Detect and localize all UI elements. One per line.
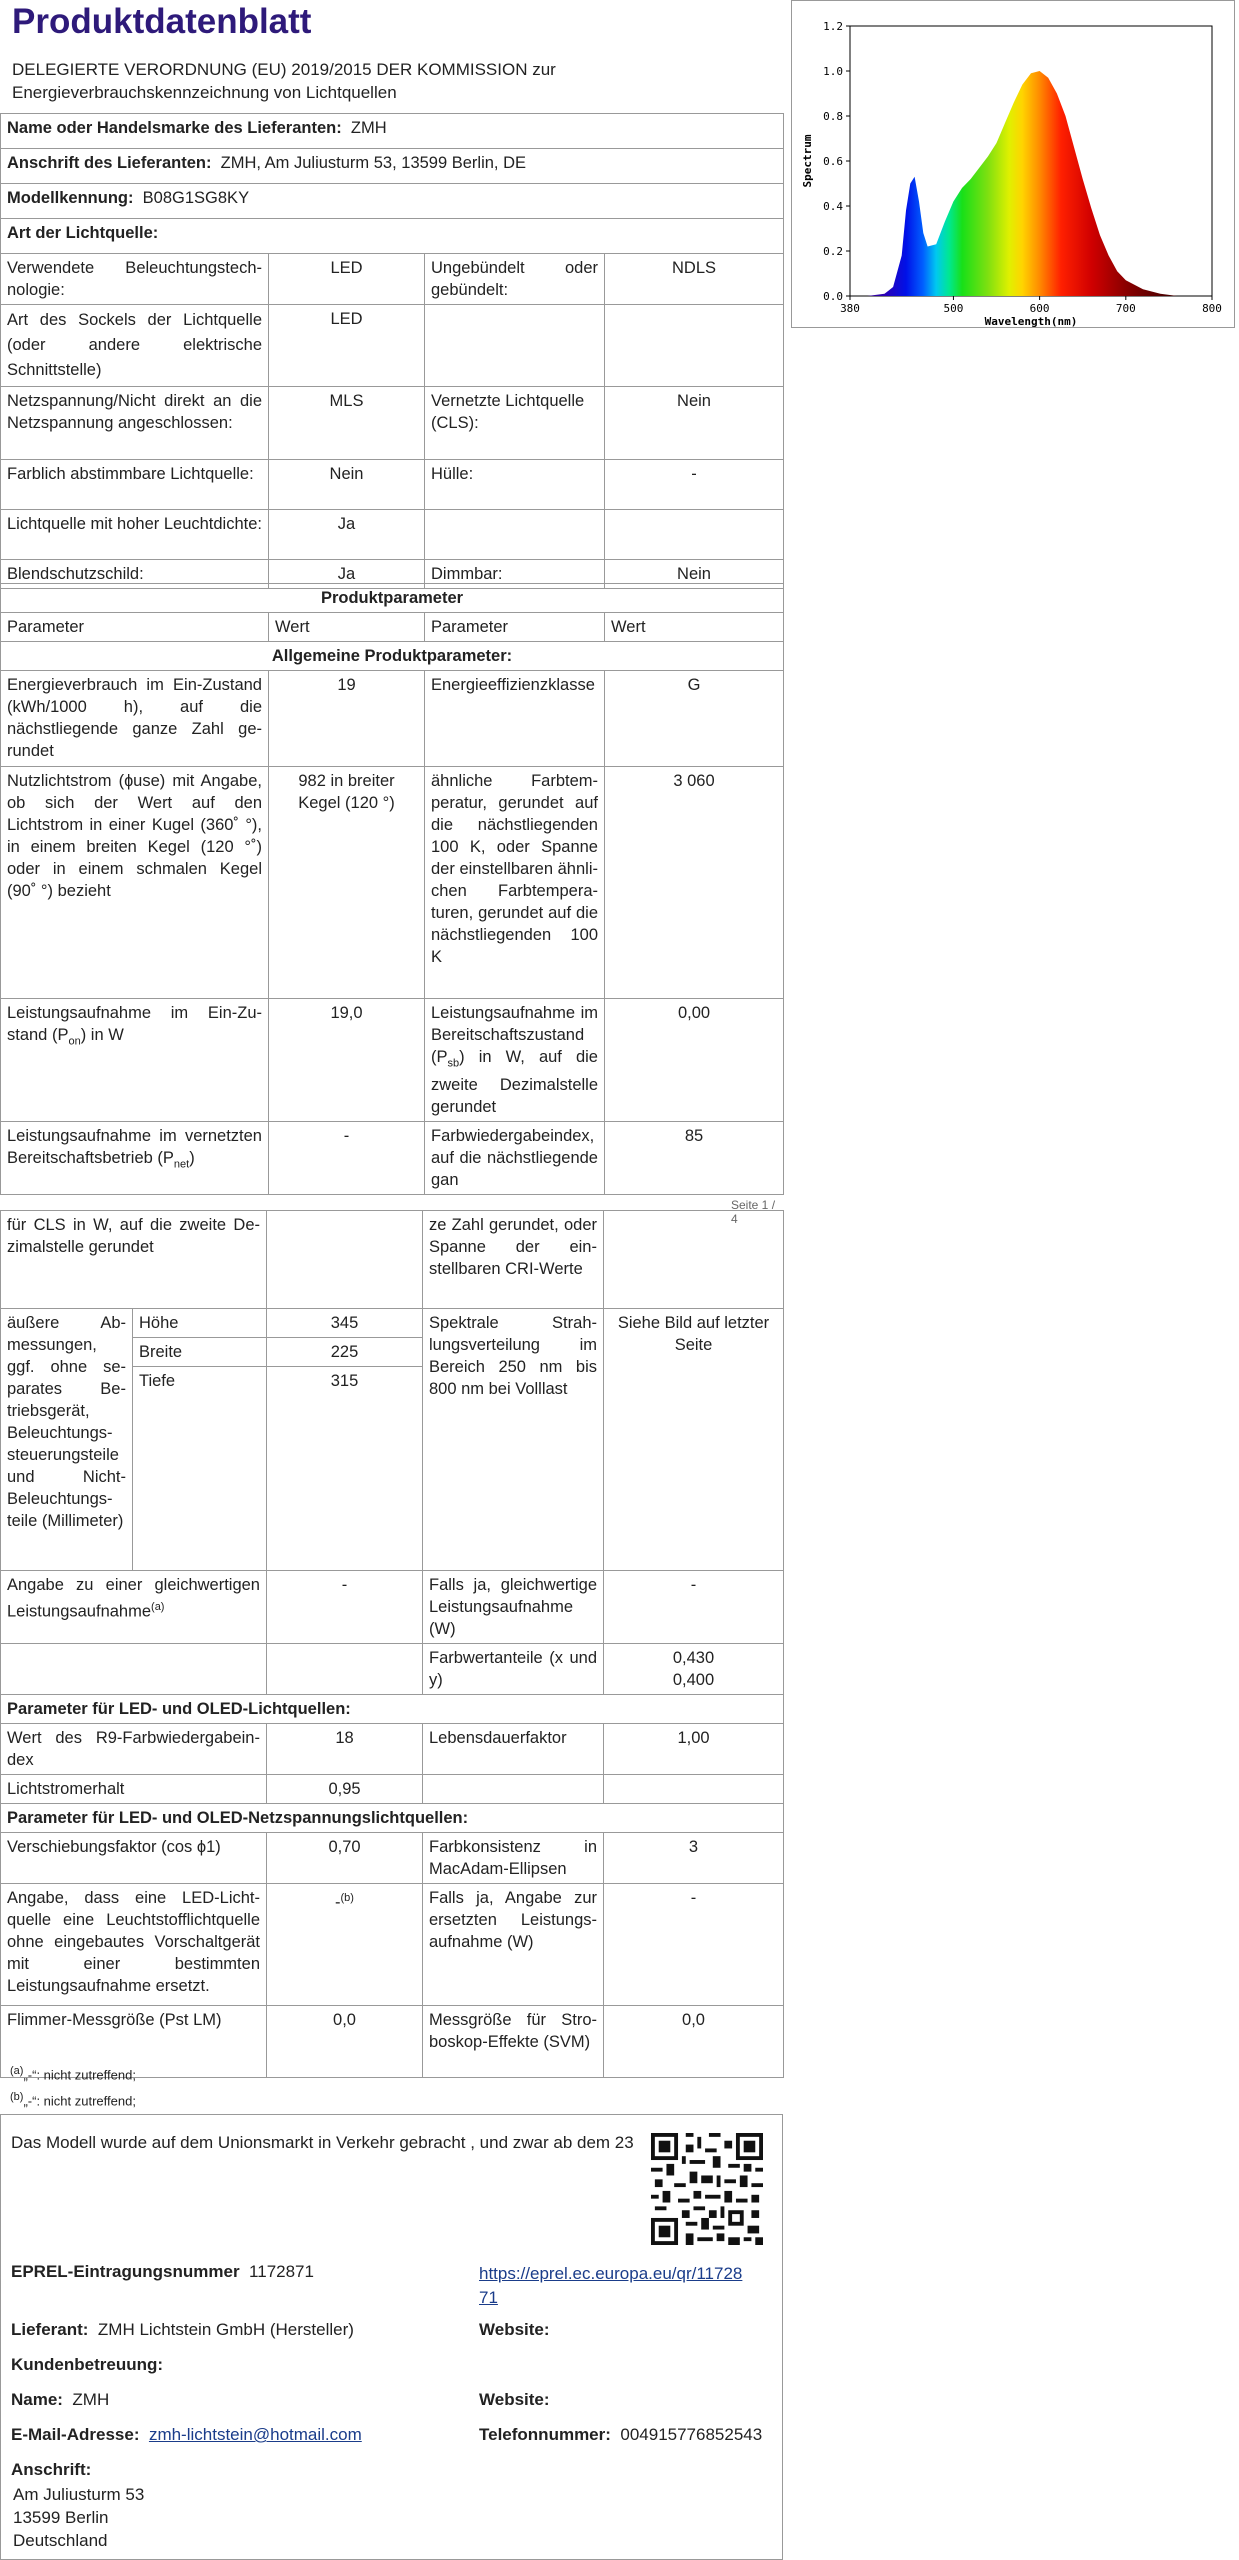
section-heading: Parameter für LED- und OLED-Netzspannungslichtquellen: — [1, 1804, 784, 1833]
eprel-link[interactable]: https://eprel.ec.europa.eu/qr/1172871 — [479, 2264, 743, 2307]
column-header-row: Parameter Wert Parameter Wert — [1, 613, 784, 642]
table-row: für CLS in W, auf die zweite Dezimalstelle gerundet ze Zahl gerundet, oder Spanne der einstellbaren CRI-Werte — [1, 1211, 784, 1309]
x-tick-label: 700 — [1115, 302, 1136, 315]
table-row: Farbwertanteile (x und y) 0,430 0,400 — [1, 1644, 784, 1695]
section-heading: Produktparameter — [1, 584, 784, 613]
website-label-2: Website: — [479, 2390, 550, 2409]
supplier-name-row: Name oder Handelsmarke des Lieferanten: ZMH — [1, 114, 784, 149]
light-source-type-heading: Art der Lichtquelle: — [1, 219, 784, 254]
table-row: Breite 225 — [1, 1338, 784, 1367]
table-row: Angabe zu einer gleichwertigen Leistungsaufnahme$^{(a)}$ - Falls ja, gleichwertige Leistungsaufnahme (W) - — [1, 1571, 784, 1644]
model-row: Modellkennung: B08G1SG8KY — [1, 184, 784, 219]
y-tick-label: 1.2 — [823, 20, 843, 33]
y-tick-label: 0.2 — [823, 245, 843, 258]
table-row: Blendschutzschild: Ja Dimmbar: Nein — [1, 560, 784, 589]
table-row: Wert des R9-Farbwiedergabeindex 18 Lebensdauerfaktor 1,00 — [1, 1724, 784, 1775]
market-date-text: Das Modell wurde auf dem Unionsmarkt in Verkehr gebracht , und zwar ab dem 23 — [11, 2133, 634, 2152]
regulation-subtitle: DELEGIERTE VERORDNUNG (EU) 2019/2015 DER KOMMISSION zur Energieverbrauchskennzeichnung von Lichtquellen — [12, 60, 556, 102]
email-link[interactable]: zmh-lichtstein@hotmail.com — [148, 2425, 362, 2444]
table-row: Verwendete Beleuchtungstechnologie: LED Ungebündelt oder gebündelt: NDLS — [1, 254, 784, 305]
address-block: Am Juliusturm 53 13599 Berlin Deutschland — [13, 2485, 145, 2550]
product-parameters-table — [0, 583, 784, 1195]
table-row: Tiefe 315 — [1, 1367, 784, 1571]
table-row: Leistungsaufnahme im vernetzten Bereitschaftsbetrieb $(P_{net})$ - Farbwiedergabeindex, auf die nächstliegende gan 85 — [1, 1122, 784, 1195]
spectrum-chart-frame — [791, 0, 1235, 328]
y-tick-label: 0.0 — [823, 290, 843, 303]
table-row: Flimmer-Messgröße (Pst LM) 0,0 Messgröße für Stroboskop-Effekte (SVM) 0,0 — [1, 2006, 784, 2078]
phone-line: Telefonnummer: 004915776852543 — [479, 2425, 763, 2444]
y-tick-label: 1.0 — [823, 65, 843, 78]
y-axis-label: Spectrum — [801, 134, 814, 188]
contact-name: Name: ZMH — [11, 2390, 110, 2409]
table-row: Art des Sockels der Lichtquelle (oder andere elektrische Schnittstelle) LED — [1, 305, 784, 387]
table-row: Verschiebungsfaktor (cos ϕ1) 0,70 Farbkonsistenz in MacAdam-Ellipsen 3 — [1, 1833, 784, 1884]
section-heading: Allgemeine Produktparameter: — [1, 642, 784, 671]
dimensions-label: äußere Abmessungen, ggf. ohne separates Betriebsgerät, Beleuchtungssteuerungsteile und Nicht-Beleuchtungsteile (Millimeter) — [1, 1309, 133, 1571]
spectrum-area — [850, 71, 1212, 296]
table-row: Lichtstromerhalt 0,95 — [1, 1775, 784, 1804]
y-tick-label: 0.6 — [823, 155, 843, 168]
spectrum-chart — [792, 1, 1234, 327]
y-tick-label: 0.4 — [823, 200, 843, 213]
section-heading: Parameter für LED- und OLED-Lichtquellen: — [1, 1695, 784, 1724]
x-tick-label: 800 — [1202, 302, 1222, 315]
product-parameters-continued-table — [0, 1210, 784, 2078]
email-line: E-Mail-Adresse: zmh-lichtstein@hotmail.com — [11, 2425, 362, 2444]
x-axis-label: Wavelength(nm) — [984, 315, 1078, 327]
y-tick-label: 0.8 — [823, 110, 843, 123]
page-title: Produktdatenblatt — [12, 2, 312, 41]
table-row: Leistungsaufnahme im Ein-Zustand $(P_{on})$ in W 19,0 Leistungsaufnahme im Bereitschaftszustand $(P_{sb})$ in W, auf die zweite Dezimalstelle gerundet 0,00 — [1, 999, 784, 1122]
supplier-address-row: Anschrift des Lieferanten: ZMH, Am Juliusturm 53, 13599 Berlin, DE — [1, 149, 784, 184]
table-row: Lichtquelle mit hoher Leuchtdichte: Ja — [1, 510, 784, 560]
page-number: Seite 1 / 4 — [731, 1198, 776, 1226]
address-label: Anschrift: — [11, 2460, 92, 2479]
table-row: Netzspannung/Nicht direkt an die Netzspannung angeschlossen: MLS Vernetzte Lichtquelle (CLS): Nein — [1, 387, 784, 460]
table-row: Nutzlichtstrom (ɸuse) mit Angabe, ob sich der Wert auf den Lichtstrom in einer Kugel (360˚ °), in einem breiten Kegel (120 °˚) oder in einem schmalen Kegel (90˚ °) bezieht 982 in breiter Kegel (120 °) ähnliche Farbtemperatur, gerundet auf die nächstliegenden 100 K, oder Spanne der einstellbaren ähnlichen Farbtemperaturen, gerundet auf die nächstliegenden 100 K 3 060 — [1, 767, 784, 999]
customer-service-label: Kundenbetreuung: — [11, 2355, 164, 2374]
x-tick-label: 600 — [1029, 302, 1050, 315]
eprel-number: EPREL-Eintragungsnummer 1172871 — [11, 2262, 314, 2281]
light-source-type-table — [0, 253, 784, 589]
table-row: äußere Abmessungen, ggf. ohne separates Betriebsgerät, Beleuchtungssteuerungsteile und Nicht-Beleuchtungsteile (Millimeter) Höhe 345 Spektrale Strahlungsverteilung im Bereich 250 nm bis 800 nm bei Volllast Siehe Bild auf letzter Seite — [1, 1309, 784, 1338]
table-row: Farblich abstimmbare Lichtquelle: Nein Hülle: - — [1, 460, 784, 510]
footnote-b: $^{(b)}$„-“: nicht zutreffend; — [10, 2091, 136, 2109]
table-row: Angabe, dass eine LED-Lichtquelle eine Leuchtstofflichtquelle ohne eingebautes Vorschaltgerät mit einer bestimmten Leistungsaufnahme ersetzt. -$^{(b)}$ Falls ja, Angabe zur ersetzten Leistungsaufnahme (W) - — [1, 1884, 784, 2006]
x-tick-label: 380 — [840, 302, 860, 315]
qr-code-icon[interactable] — [651, 2133, 763, 2245]
supplier-line: Lieferant: ZMH Lichtstein GmbH (Hersteller) — [11, 2320, 354, 2339]
website-label: Website: — [479, 2320, 550, 2339]
contact-box — [0, 2114, 783, 2560]
supplier-table — [0, 113, 784, 254]
table-row: Energieverbrauch im Ein-Zustand (kWh/1000 h), auf die nächstliegende ganze Zahl gerundet 19 Energieeffizienzklasse G — [1, 671, 784, 767]
x-tick-label: 500 — [943, 302, 964, 315]
footnote-a: $^{(a)}$„-“: nicht zutreffend; — [10, 2065, 136, 2083]
